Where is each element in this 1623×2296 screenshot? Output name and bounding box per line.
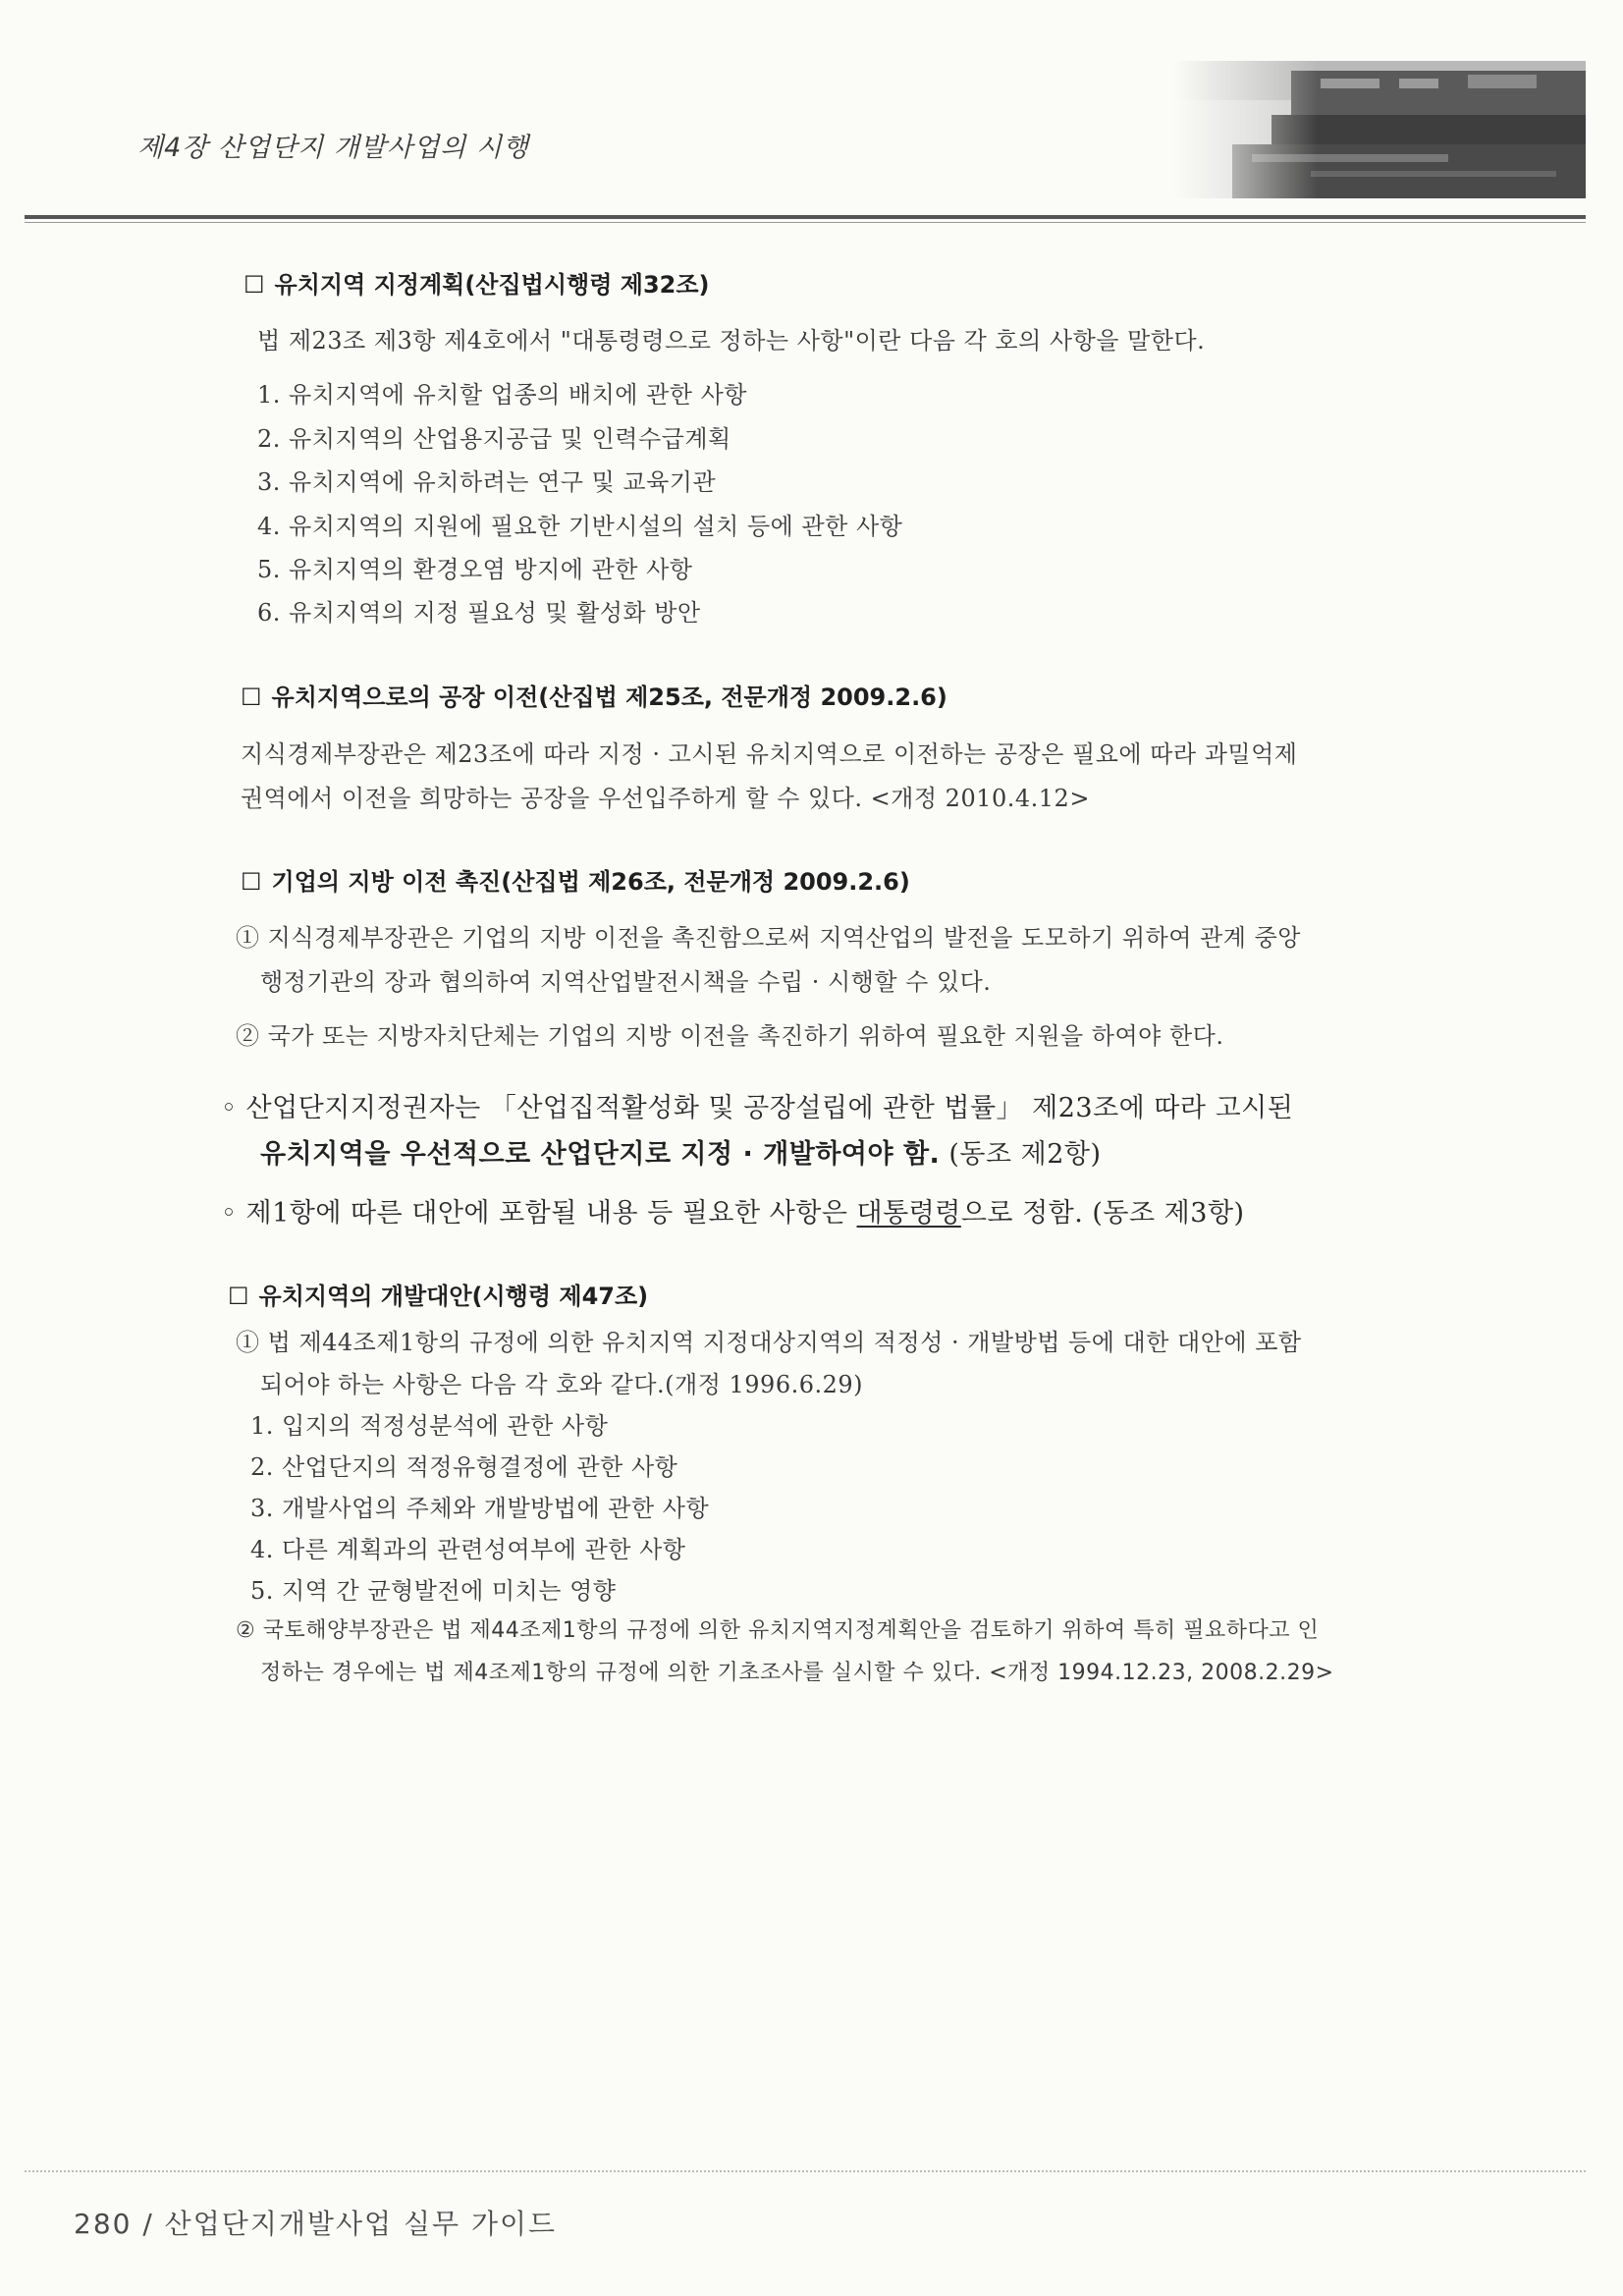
list-item: 1. 유치지역에 유치할 업종의 배치에 관한 사항 [257,381,747,409]
header-image-icon [1173,61,1586,198]
section-heading-text: 유치지역으로의 공장 이전(산집법 제25조, 전문개정 2009.2.6) [271,683,947,711]
checkbox-icon: ☐ [241,683,262,711]
section4-p1-line: 되어야 하는 사항은 다음 각 호와 같다.(개정 1996.6.29) [260,1371,864,1398]
section4-p1-line: ① 법 제44조제1항의 규정에 의한 유치지역 지정대상지역의 적정성 · 개발방법 등에 대한 대안에 포함 [236,1329,1302,1356]
list-item: 3. 유치지역에 유치하려는 연구 및 교육기관 [257,468,717,496]
list-item: 3. 개발사업의 주체와 개발방법에 관한 사항 [250,1495,710,1522]
header-photo [1173,61,1586,198]
list-item: 4. 유치지역의 지원에 필요한 기반시설의 설치 등에 관한 사항 [257,513,903,540]
chapter-title: 제4장 산업단지 개발사업의 시행 [137,133,529,163]
section2-line: 권역에서 이전을 희망하는 공장을 우선입주하게 할 수 있다. <개정 2010.4.12> [241,785,1090,812]
bullet-1-line-1: ◦ 산업단지지정권자는 「산업집적활성화 및 공장설립에 관한 법률」 제23조에 따라 고시된 [221,1093,1294,1123]
page-footer: 280 / 산업단지개발사업 실무 가이드 [74,2208,558,2240]
list-item: 6. 유치지역의 지정 필요성 및 활성화 방안 [257,599,701,627]
bullet-1-emphasis: 유치지역을 우선적으로 산업단지로 지정 · 개발하여야 함. [260,1139,941,1170]
section4-p2-line: ② 국토해양부장관은 법 제44조제1항의 규정에 의한 유치지역지정계획안을 검토하기 위하여 특히 필요하다고 인 [236,1618,1320,1643]
checkbox-icon: ☐ [241,868,262,896]
bullet-1-ref: (동조 제2항) [940,1139,1102,1170]
section-heading-text: 기업의 지방 이전 촉진(산집법 제26조, 전문개정 2009.2.6) [271,868,910,896]
section3-p2: ② 국가 또는 지방자치단체는 기업의 지방 이전을 촉진하기 위하여 필요한 지원을 하여야 한다. [236,1022,1224,1050]
bullet-1-line-2 [260,1132,1102,1171]
header-rule [25,215,1586,219]
list-item: 2. 유치지역의 산업용지공급 및 인력수급계획 [257,425,731,453]
section-heading-2 [241,678,947,712]
checkbox-icon: ☐ [228,1283,249,1310]
section-heading-3 [241,862,910,897]
section4-p2-line: 정하는 경우에는 법 제4조제1항의 규정에 의한 기초조사를 실시할 수 있다. <개정 1994.12.23, 2008.2.29> [260,1661,1334,1685]
section3-p1-line: 행정기관의 장과 협의하여 지역산업발전시책을 수립 · 시행할 수 있다. [260,968,992,996]
bullet-2-pre: ◦ 제1항에 따른 대안에 포함될 내용 등 필요한 사항은 [221,1198,857,1229]
section2-line: 지식경제부장관은 제23조에 따라 지정 · 고시된 유치지역으로 이전하는 공장은 필요에 따라 과밀억제 [241,740,1298,768]
section-heading-text: 유치지역 지정계획(산집법시행령 제32조) [274,271,710,299]
bullet-2-post: 으로 정함. (동조 제3항) [960,1198,1245,1229]
section3-p1-line: ① 지식경제부장관은 기업의 지방 이전을 촉진함으로써 지역산업의 발전을 도모하기 위하여 관계 중앙 [236,924,1301,952]
list-item: 2. 산업단지의 적정유형결정에 관한 사항 [250,1453,678,1481]
bullet-2 [221,1191,1245,1230]
section1-intro: 법 제23조 제3항 제4호에서 "대통령령으로 정하는 사항"이란 다음 각 호의 사항을 말한다. [257,327,1206,355]
checkbox-icon: ☐ [243,271,265,299]
bullet-2-underlined: 대통령령 [856,1198,961,1229]
list-item: 1. 입지의 적정성분석에 관한 사항 [250,1412,609,1440]
header-rule-thin [25,222,1586,223]
list-item: 5. 지역 간 균형발전에 미치는 영향 [250,1577,617,1605]
section-heading-text: 유치지역의 개발대안(시행령 제47조) [258,1283,649,1310]
footer-rule [25,2170,1586,2172]
list-item: 5. 유치지역의 환경오염 방지에 관한 사항 [257,556,693,583]
section-heading-4 [228,1277,648,1311]
section-heading-1 [243,265,710,300]
list-item: 4. 다른 계획과의 관련성여부에 관한 사항 [250,1536,686,1563]
